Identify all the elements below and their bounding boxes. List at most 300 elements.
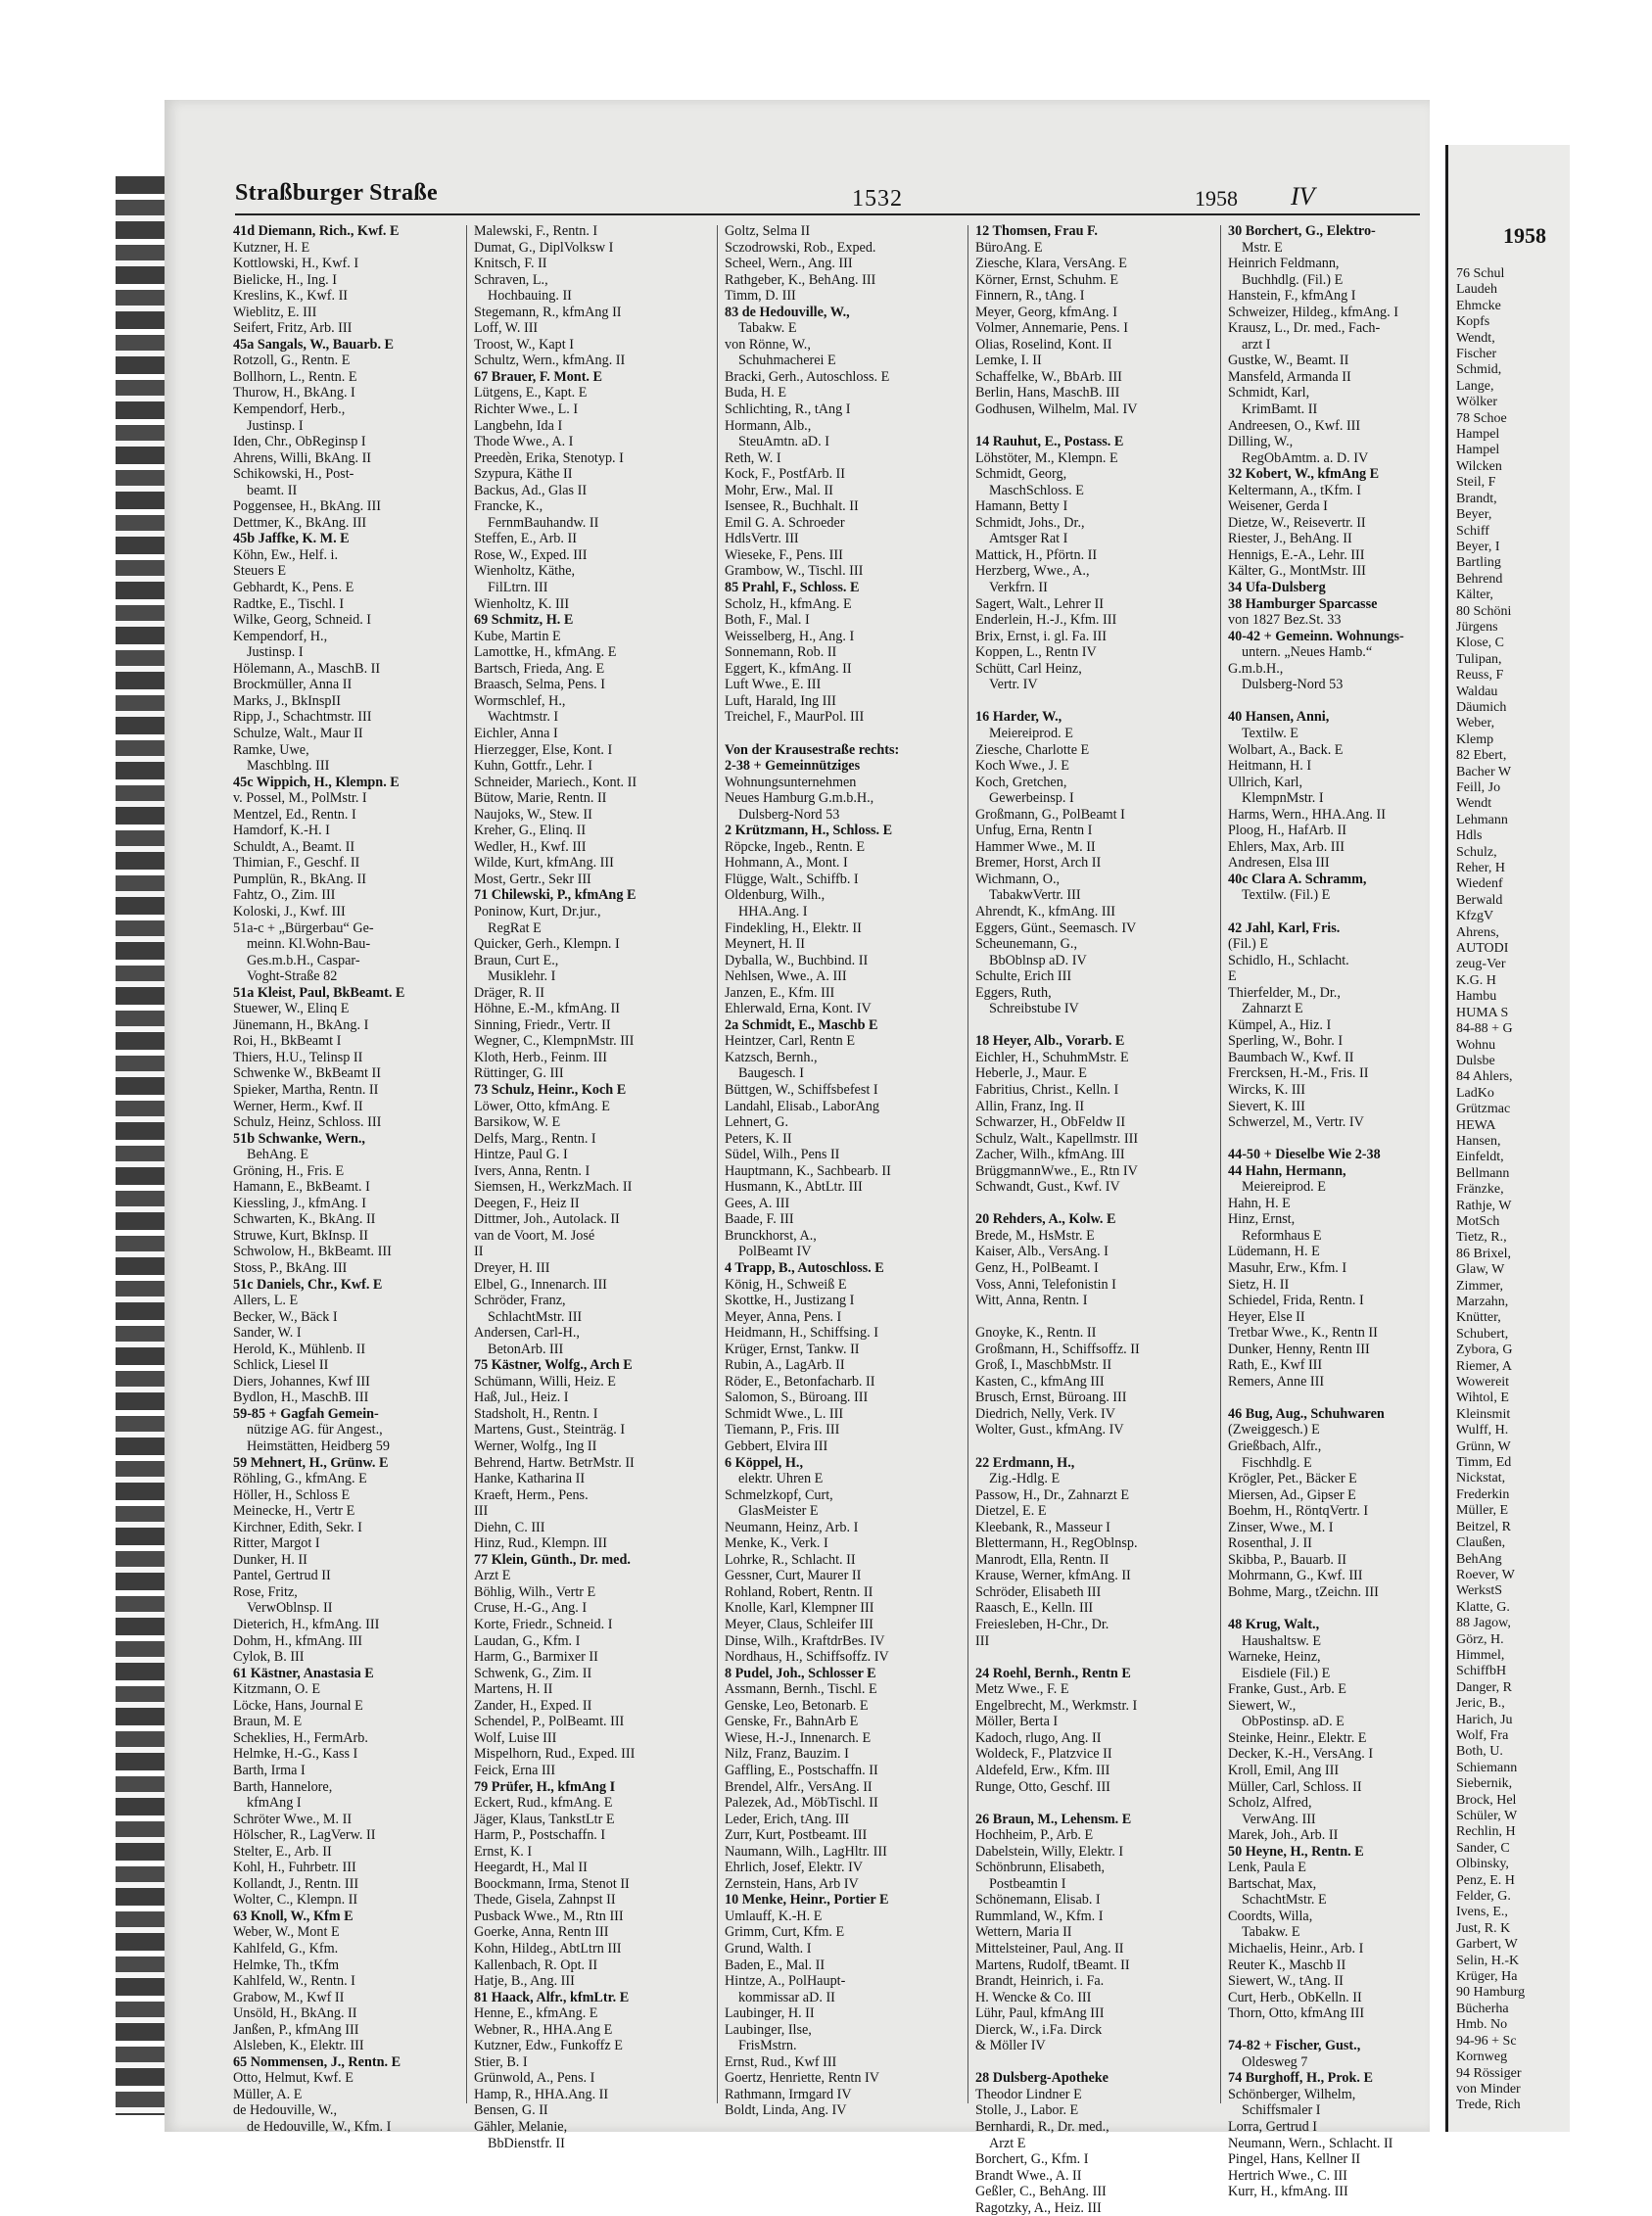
listing-entry: Lühr, Paul, kfmAng III	[975, 2005, 1105, 2022]
listing-entry: Bydlon, H., MaschB. III	[233, 1390, 369, 1406]
listing-entry: Brendel, Alfr., VersAng. II	[725, 1778, 873, 1795]
listing-entry: 46 Bug, Aug., Schuhwaren	[1228, 1405, 1385, 1422]
listing-entry: & Möller IV	[975, 2038, 1046, 2054]
listing-entry: Manrodt, Ella, Rentn. II	[975, 1551, 1109, 1568]
listing-entry: Struwe, Kurt, BkInsp. II	[233, 1227, 368, 1244]
listing-entry: Luft Wwe., E. III	[725, 677, 822, 693]
listing-entry: III	[975, 1632, 990, 1649]
listing-entry: Schreibstube IV	[989, 1001, 1079, 1017]
listing-entry: Mohr, Erw., Mal. II	[725, 482, 833, 498]
listing-entry: Iden, Chr., ObReginsp I	[233, 434, 366, 450]
listing-entry: Gaffling, E., Postschaffn. II	[725, 1762, 878, 1778]
adjacent-entry: Fränzke,	[1456, 1182, 1504, 1198]
listing-entry: Boldt, Linda, Ang. IV	[725, 2102, 847, 2119]
book-spine-edge	[116, 176, 166, 2115]
listing-entry: Hintze, A., PolHaupt-	[725, 1973, 846, 1990]
listing-entry: Hohmann, A., Mont. I	[725, 855, 848, 872]
listing-entry: 16 Harder, W.,	[975, 709, 1062, 726]
listing-entry: Unsöld, H., BkAng. II	[233, 2005, 357, 2022]
listing-entry: Hennigs, E.-A., Lehr. III	[1228, 546, 1365, 563]
listing-entry: Lamottke, H., kfmAng. E	[474, 644, 617, 661]
listing-entry: Timm, D. III	[725, 288, 796, 305]
listing-entry: Schaffelke, W., BbArb. III	[975, 368, 1122, 385]
adjacent-entry: Hampel	[1456, 443, 1500, 458]
adjacent-entry: Grützmac	[1456, 1102, 1511, 1117]
listing-entry: 59 Mehnert, H., Grünw. E	[233, 1454, 389, 1471]
listing-entry: Zander, H., Exped. II	[474, 1697, 592, 1714]
listing-entry: Braun, Curt E.,	[474, 952, 559, 968]
listing-entry: Gustke, W., Beamt. II	[1228, 353, 1349, 369]
listing-entry: Scheklies, H., FermArb.	[233, 1729, 368, 1746]
listing-entry: Schweizer, Hildeg., kfmAng. I	[1228, 304, 1398, 320]
listing-entry: Dumat, G., DiplVolksw I	[474, 239, 614, 256]
listing-entry: Curt, Herb., ObKelln. II	[1228, 1989, 1362, 2005]
adjacent-entry: Behrend	[1456, 571, 1503, 587]
listing-entry: Steinke, Heinr., Elektr. E	[1228, 1729, 1367, 1746]
listing-entry: Wolter, C., Klempn. II	[233, 1892, 358, 1909]
listing-entry: 40-42 + Gemeinn. Wohnungs-	[1228, 628, 1404, 644]
adjacent-entry: Garbert, W	[1456, 1937, 1518, 1953]
listing-entry: Martens, H. II	[474, 1681, 553, 1698]
listing-entry: Hanke, Katharina II	[474, 1471, 586, 1487]
listing-entry: 44-50 + Dieselbe Wie 2-38	[1228, 1147, 1381, 1163]
listing-entry: Großmann, H., Schiffsoffz. II	[975, 1341, 1140, 1357]
listing-entry: Rosenthal, J. II	[1228, 1535, 1312, 1552]
adjacent-entry: Lehmann	[1456, 812, 1508, 827]
listing-entry: Schwolow, H., BkBeamt. III	[233, 1244, 392, 1260]
adjacent-entry: Schiemann	[1456, 1760, 1518, 1775]
listing-entry: Schmidt, Karl,	[1228, 385, 1310, 401]
listing-entry: Gees, A. III	[725, 1195, 790, 1211]
listing-entry: SchlachtMstr. III	[488, 1308, 583, 1325]
adjacent-entry: Zybora, G	[1456, 1343, 1513, 1358]
listing-entry: Röhling, G., kfmAng. E	[233, 1471, 367, 1487]
listing-entry: 51b Schwanke, Wern.,	[233, 1130, 365, 1147]
listing-entry: Sonnemann, Rob. II	[725, 644, 837, 661]
adjacent-entry: Wulff, H.	[1456, 1423, 1509, 1438]
listing-entry: Schulte, Erich III	[975, 968, 1072, 985]
adjacent-entry: HUMA S	[1456, 1005, 1509, 1020]
adjacent-listing-column	[1456, 266, 1652, 2114]
listing-entry: Koloski, J., Kwf. III	[233, 903, 346, 919]
listing-entry: Grünwold, A., Pens. I	[474, 2070, 595, 2087]
adjacent-entry: Ivens, E.,	[1456, 1905, 1508, 1920]
adjacent-page	[1445, 145, 1570, 2132]
listing-entry: Barsikow, W. E	[474, 1114, 561, 1131]
listing-entry: Dilling, W.,	[1228, 434, 1294, 450]
adjacent-entry: Wiedenf	[1456, 876, 1503, 892]
listing-entry: 65 Nommensen, J., Rentn. E	[233, 2053, 401, 2070]
listing-entry: Rubin, A., LagArb. II	[725, 1357, 845, 1374]
listing-entry: Runge, Otto, Geschf. III	[975, 1778, 1110, 1795]
listing-entry: Kohl, H., Fuhrbetr. III	[233, 1860, 356, 1876]
listing-entry: 51a Kleist, Paul, BkBeamt. E	[233, 984, 405, 1001]
adjacent-entry: Berwald	[1456, 892, 1503, 908]
blank-line	[975, 1017, 1206, 1034]
listing-entry: Thierfelder, M., Dr.,	[1228, 984, 1341, 1001]
listing-entry: Salomon, S., Büroang. III	[725, 1390, 869, 1406]
listing-entry: Hormann, Alb.,	[725, 417, 812, 434]
listing-entry: Stoss, P., BkAng. III	[233, 1260, 348, 1276]
listing-entry: Schwenk, G., Zim. II	[474, 1665, 592, 1681]
listing-entry: Meiereiprod. E	[1242, 1179, 1326, 1196]
listing-entry: 63 Knoll, W., Kfm E	[233, 1908, 354, 1924]
directory-page	[165, 100, 1430, 2216]
listing-entry: Wegner, C., KlempnMstr. III	[474, 1033, 635, 1050]
listing-entry: Coordts, Willa,	[1228, 1908, 1313, 1924]
listing-entry: Dyballa, W., Buchbind. II	[725, 952, 869, 968]
volume-label: IV	[1291, 182, 1315, 211]
listing-entry: Kloth, Herb., Feinm. III	[474, 1049, 607, 1065]
listing-entry: Brusch, Ernst, Büroang. III	[975, 1390, 1127, 1406]
blank-line	[1228, 1600, 1428, 1617]
adjacent-entry: Both, U.	[1456, 1744, 1503, 1760]
listing-entry: Pingel, Hans, Kellner II	[1228, 2151, 1361, 2168]
blank-line	[1228, 1390, 1428, 1406]
listing-entry: Hamdorf, K.-H. I	[233, 823, 330, 839]
listing-entry: TabakwVertr. III	[989, 887, 1081, 904]
listing-entry: Webner, R., HHA.Ang E	[474, 2021, 613, 2038]
listing-entry: Baden, E., Mal. II	[725, 1957, 826, 1973]
listing-entry: Büttgen, W., Schiffsbefest I	[725, 1081, 878, 1098]
listing-entry: 18 Heyer, Alb., Vorarb. E	[975, 1033, 1125, 1050]
listing-entry: Großmann, G., PolBeamt I	[975, 806, 1125, 823]
listing-entry: Loff, W. III	[474, 320, 539, 337]
listing-entry: 24 Roehl, Bernh., Rentn E	[975, 1665, 1131, 1681]
listing-entry: Baugesch. I	[738, 1065, 804, 1082]
listing-entry: Wilke, Georg, Schneid. I	[233, 612, 372, 629]
listing-entry: Aldefeld, Erw., Kfm. III	[975, 1762, 1110, 1778]
listing-entry: 45c Wippich, H., Klempn. E	[233, 774, 400, 790]
listing-entry: Harms, Wern., HHA.Ang. II	[1228, 806, 1386, 823]
adjacent-entry: Hansen,	[1456, 1133, 1501, 1149]
listing-entry: kfmAng I	[247, 1795, 302, 1812]
listing-entry: Sczodrowski, Rob., Exped.	[725, 239, 876, 256]
listing-entry: Preedèn, Erika, Stenotyp. I	[474, 449, 624, 466]
listing-entry: Hinz, Ernst,	[1228, 1211, 1296, 1228]
listing-entry: Löhstöter, M., Klempn. E	[975, 449, 1118, 466]
listing-entry: Röder, E., Betonfacharb. II	[725, 1373, 875, 1390]
listing-entry: Gebhardt, K., Pens. E	[233, 580, 354, 596]
adjacent-entry: Kopfs	[1456, 314, 1490, 330]
listing-entry: Schröder, Franz,	[474, 1293, 566, 1309]
adjacent-entry: Olbinsky,	[1456, 1857, 1509, 1872]
listing-entry: Amtsger Rat I	[989, 531, 1068, 547]
listing-entry: 71 Chilewski, P., kfmAng E	[474, 887, 637, 904]
listing-entry: elektr. Uhren E	[738, 1471, 824, 1487]
listing-entry: Hertrich Wwe., C. III	[1228, 2167, 1347, 2184]
listing-entry: Kreher, G., Elinq. II	[474, 823, 587, 839]
adjacent-entry: Roever, W	[1456, 1567, 1515, 1582]
listing-entry: Scholz, Alfred,	[1228, 1795, 1312, 1812]
listing-entry: Bartschat, Max,	[1228, 1875, 1317, 1892]
listing-entry: Ernst, Rud., Kwf III	[725, 2053, 837, 2070]
listing-entry: Koch, Gretchen,	[975, 774, 1067, 790]
listing-entry: Dunker, Henny, Rentn III	[1228, 1341, 1370, 1357]
adjacent-entry: Waldau	[1456, 684, 1498, 699]
listing-entry: kommissar aD. II	[738, 1989, 835, 2005]
listing-entry: Sagert, Walt., Lehrer II	[975, 595, 1104, 612]
listing-entry: Andreesen, O., Kwf. III	[1228, 417, 1361, 434]
adjacent-entry: Schubert,	[1456, 1326, 1509, 1342]
listing-entry: Woldeck, F., Platzvice II	[975, 1746, 1112, 1763]
listing-entry: Decker, K.-H., VersAng. I	[1228, 1746, 1374, 1763]
listing-entry: Krüger, Ernst, Tankw. II	[725, 1341, 860, 1357]
page-header	[235, 170, 1420, 215]
listing-entry: Kahlfeld, W., Rentn. I	[233, 1973, 355, 1990]
listing-entry: Wolbart, A., Back. E	[1228, 741, 1344, 758]
listing-entry: 69 Schmitz, H. E	[474, 612, 574, 629]
listing-entry: Justinsp. I	[247, 644, 304, 661]
listing-entry: SteuAmtn. aD. I	[738, 434, 829, 450]
listing-entry: Schmelzkopf, Curt,	[725, 1486, 833, 1503]
listing-entry: E	[1228, 968, 1237, 985]
listing-entry: Lorra, Gertrud I	[1228, 2118, 1317, 2135]
adjacent-entry: Wohnu	[1456, 1037, 1496, 1053]
listing-entry: Umlauff, K.-H. E	[725, 1908, 823, 1924]
listing-entry: Lenk, Paula E	[1228, 1860, 1306, 1876]
listing-entry: Wilde, Kurt, kfmAng. III	[474, 855, 614, 872]
listing-entry: Dierck, W., i.Fa. Dirck	[975, 2021, 1103, 2038]
listing-entry: Becker, W., Bäck I	[233, 1308, 338, 1325]
listing-entry: Leder, Erich, tAng. III	[725, 1811, 850, 1827]
listing-entry: Scheel, Wern., Ang. III	[725, 256, 853, 272]
listing-entry: Wachtmstr. I	[488, 709, 559, 726]
listing-entry: Mispelhorn, Rud., Exped. III	[474, 1746, 636, 1763]
listing-entry: 48 Krug, Walt.,	[1228, 1617, 1320, 1633]
listing-entry: Siewert, W., tAng. II	[1228, 1973, 1344, 1990]
listing-entry: Wormschlef, H.,	[474, 692, 566, 709]
listing-entry: Schwerzel, M., Vertr. IV	[1228, 1114, 1364, 1131]
listing-entry: Textilw. E	[1242, 725, 1298, 741]
listing-entry: Bracki, Gerh., Autoschloss. E	[725, 368, 890, 385]
listing-entry: 74-82 + Fischer, Gust.,	[1228, 2038, 1361, 2054]
listing-entry: Korte, Friedr., Schneid. I	[474, 1617, 613, 1633]
listing-entry: Theodor Lindner E	[975, 2086, 1082, 2102]
listing-entry: Backus, Ad., Glas II	[474, 482, 588, 498]
listing-entry: Unfug, Erna, Rentn I	[975, 823, 1093, 839]
listing-entry: Kempendorf, Herb.,	[233, 401, 346, 418]
listing-entry: Husmann, K., AbtLtr. III	[725, 1179, 863, 1196]
listing-column-4	[975, 223, 1206, 2216]
listing-entry: 2a Schmidt, E., Maschb E	[725, 1016, 878, 1033]
adjacent-entry: Hmb. No	[1456, 2017, 1508, 2033]
listing-entry: 42 Jahl, Karl, Fris.	[1228, 919, 1341, 936]
listing-entry: Ullrich, Karl,	[1228, 774, 1303, 790]
listing-entry: Tabakw. E	[738, 320, 797, 337]
adjacent-entry: 82 Ebert,	[1456, 748, 1507, 764]
listing-entry: Neues Hamburg G.m.b.H.,	[725, 790, 874, 807]
listing-entry: Mattick, H., Pförtn. II	[975, 546, 1098, 563]
listing-entry: Harm, P., Postschaffn. I	[474, 1827, 606, 1844]
adjacent-entry: 84 Ahlers,	[1456, 1069, 1513, 1085]
listing-entry: 51c Daniels, Chr., Kwf. E	[233, 1276, 383, 1293]
adjacent-entry: Wendt,	[1456, 330, 1495, 346]
adjacent-entry: Weber,	[1456, 716, 1495, 731]
listing-entry: Rohland, Robert, Rentn. II	[725, 1583, 873, 1600]
listing-entry: Francke, K.,	[474, 498, 543, 515]
listing-entry: Knitsch, F. II	[474, 256, 547, 272]
listing-entry: 20 Rehders, A., Kolw. E	[975, 1211, 1116, 1228]
listing-entry: Dietze, W., Reisevertr. II	[1228, 514, 1366, 531]
listing-entry: Wienholtz, K. III	[474, 595, 570, 612]
listing-entry: Kreslins, K., Kwf. II	[233, 288, 349, 305]
listing-entry: Diedrich, Nelly, Verk. IV	[975, 1405, 1116, 1422]
adjacent-entry: Harich, Ju	[1456, 1712, 1513, 1727]
listing-entry: Janßen, P., kfmAng III	[233, 2021, 359, 2038]
listing-entry: Dräger, R. II	[474, 984, 544, 1001]
listing-entry: Eggert, K., kfmAng. II	[725, 660, 852, 677]
adjacent-entry: Däumich	[1456, 699, 1507, 715]
adjacent-entry: HEWA	[1456, 1117, 1496, 1133]
listing-entry: Maschblng. III	[247, 758, 330, 775]
listing-entry: PolBeamt IV	[738, 1244, 812, 1260]
listing-entry: Lemke, I. II	[975, 353, 1042, 369]
listing-entry: Goertz, Henriette, Rentn IV	[725, 2070, 879, 2087]
listing-entry: Radtke, E., Tischl. I	[233, 595, 345, 612]
listing-entry: SchachtMstr. E	[1242, 1892, 1327, 1909]
listing-entry: Schwarten, K., BkAng. II	[233, 1211, 376, 1228]
listing-entry: arzt I	[1242, 336, 1271, 353]
adjacent-entry: Kälter,	[1456, 588, 1493, 603]
listing-entry: Wohnungsunternehmen	[725, 774, 857, 790]
listing-entry: Kraeft, Herm., Pens.	[474, 1486, 589, 1503]
listing-entry: Postbeamtin I	[989, 1875, 1066, 1892]
listing-entry: 8 Pudel, Joh., Schlosser E	[725, 1665, 876, 1681]
listing-entry: Müller, Carl, Schloss. II	[1228, 1778, 1362, 1795]
listing-entry: Dittmer, Joh., Autolack. II	[474, 1211, 620, 1228]
listing-entry: Thede, Gisela, Zahnpst II	[474, 1892, 616, 1909]
listing-entry: Haushaltsw. E	[1242, 1632, 1322, 1649]
listing-entry: Finnern, R., tAng. I	[975, 288, 1085, 305]
listing-entry: 30 Borchert, G., Elektro-	[1228, 223, 1376, 239]
listing-entry: Schröder, Elisabeth III	[975, 1583, 1102, 1600]
adjacent-entry: K.G. H	[1456, 972, 1496, 988]
listing-entry: Schulz, Walt., Kapellmstr. III	[975, 1130, 1139, 1147]
listing-entry: Rath, E., Kwf III	[1228, 1357, 1323, 1374]
listing-entry: Kadoch, rlugo, Ang. II	[975, 1729, 1102, 1746]
listing-entry: Von der Krausestraße rechts:	[725, 741, 900, 758]
listing-entry: Kahlfeld, G., Kfm.	[233, 1940, 339, 1957]
listing-entry: Janzen, E., Kfm. III	[725, 984, 835, 1001]
listing-entry: Bernhardi, R., Dr. med.,	[975, 2118, 1109, 2135]
listing-entry: Naujoks, W., Stew. II	[474, 806, 592, 823]
listing-entry: 26 Braun, M., Lehensm. E	[975, 1811, 1132, 1827]
listing-entry: Bremer, Horst, Arch II	[975, 855, 1102, 872]
listing-column-2	[474, 223, 701, 2151]
adjacent-entry: 88 Jagow,	[1456, 1616, 1511, 1631]
listing-entry: RegObAmtm. a. D. IV	[1242, 449, 1369, 466]
listing-entry: Helmke, Th., tKfm	[233, 1957, 340, 1973]
adjacent-entry: LadKo	[1456, 1085, 1494, 1101]
listing-entry: von 1827 Bez.St. 33	[1228, 612, 1342, 629]
listing-entry: Braasch, Selma, Pens. I	[474, 677, 605, 693]
listing-entry: Kaiser, Alb., VersAng. I	[975, 1244, 1109, 1260]
listing-entry: 40c Clara A. Schramm,	[1228, 871, 1367, 887]
adjacent-entry: Sander, C	[1456, 1840, 1510, 1856]
listing-entry: Eggers, Ruth,	[975, 984, 1052, 1001]
listing-entry: Bütow, Marie, Rentn. II	[474, 790, 607, 807]
listing-entry: Weisener, Gerda I	[1228, 498, 1328, 515]
listing-entry: Malewski, F., Rentn. I	[474, 223, 598, 239]
listing-entry: Zacher, Wilh., kfmAng. III	[975, 1147, 1125, 1163]
listing-entry: GlasMeister E	[738, 1503, 819, 1520]
listing-entry: 41d Diemann, Rich., Kwf. E	[233, 223, 400, 239]
listing-entry: II	[474, 1244, 484, 1260]
adjacent-entry: Klatte, G.	[1456, 1599, 1510, 1615]
listing-entry: Hauptmann, K., Sachbearb. II	[725, 1162, 891, 1179]
listing-entry: FernmBauhandw. II	[488, 514, 599, 531]
column-rule	[466, 225, 467, 2103]
listing-entry: Schwenke W., BkBeamt II	[233, 1065, 381, 1082]
adjacent-entry: Riemer, A	[1456, 1358, 1512, 1374]
listing-entry: 74 Burghoff, H., Prok. E	[1228, 2070, 1373, 2087]
adjacent-entry: Nickstat,	[1456, 1471, 1506, 1486]
listing-entry: Schönemann, Elisab. I	[975, 1892, 1101, 1909]
adjacent-entry: Timm, Ed	[1456, 1455, 1512, 1471]
adjacent-entry: 78 Schoe	[1456, 410, 1507, 426]
adjacent-entry: Grünn, W	[1456, 1438, 1511, 1454]
adjacent-entry: Bücherha	[1456, 2001, 1509, 2016]
listing-entry: Hanstein, F., kfmAng I	[1228, 288, 1356, 305]
adjacent-entry: Brandt,	[1456, 491, 1497, 506]
adjacent-entry: Knütter,	[1456, 1310, 1501, 1326]
listing-entry: 50 Heyne, H., Rentn. E	[1228, 1843, 1364, 1860]
adjacent-entry: BehAng	[1456, 1551, 1502, 1567]
listing-entry: H. Wencke & Co. III	[975, 1989, 1092, 2005]
listing-entry: Brix, Ernst, i. gl. Fa. III	[975, 628, 1107, 644]
listing-entry: 12 Thomsen, Frau F.	[975, 223, 1098, 239]
listing-entry: Baumbach W., Kwf. II	[1228, 1049, 1354, 1065]
listing-entry: Körner, Ernst, Schuhm. E	[975, 271, 1119, 288]
listing-entry: Sperling, W., Bohr. I	[1228, 1033, 1344, 1050]
listing-column-1	[233, 223, 452, 2135]
listing-entry: Laudan, G., Kfm. I	[474, 1632, 581, 1649]
listing-entry: BehAng. E	[247, 1147, 309, 1163]
listing-entry: Schneider, Mariech., Kont. II	[474, 774, 637, 790]
listing-entry: Thode Wwe., A. I	[474, 434, 574, 450]
listing-entry: Stier, B. I	[474, 2053, 528, 2070]
listing-entry: Witt, Anna, Rentn. I	[975, 1293, 1088, 1309]
listing-entry: Kasten, C., kfmAng III	[975, 1373, 1105, 1390]
listing-entry: Laubinger, Ilse,	[725, 2021, 812, 2038]
listing-entry: Brandt, Heinrich, i. Fa.	[975, 1973, 1105, 1990]
listing-entry: 38 Hamburger Sparcasse	[1228, 595, 1378, 612]
listing-entry: Heitmann, H. I	[1228, 758, 1312, 775]
listing-entry: BüroAng. E	[975, 239, 1043, 256]
listing-entry: Höller, H., Schloss E	[233, 1486, 351, 1503]
listing-entry: (Zweiggesch.) E	[1228, 1422, 1320, 1438]
listing-entry: Kutzner, Edw., Funkoffz E	[474, 2038, 623, 2054]
listing-entry: Poggensee, H., BkAng. III	[233, 498, 381, 515]
listing-entry: Feick, Erna III	[474, 1762, 556, 1778]
listing-entry: Eisdiele (Fil.) E	[1242, 1665, 1331, 1681]
listing-entry: Bartsch, Frieda, Ang. E	[474, 660, 605, 677]
listing-entry: Wichmann, O.,	[975, 871, 1061, 887]
listing-entry: de Hedouville, W., Kfm. I	[247, 2118, 392, 2135]
listing-entry: Schröter Wwe., M. II	[233, 1811, 353, 1827]
listing-entry: Mansfeld, Armanda II	[1228, 368, 1351, 385]
listing-entry: Hochheim, P., Arb. E	[975, 1827, 1094, 1844]
listing-entry: Barth, Hannelore,	[233, 1778, 333, 1795]
listing-entry: Findekling, H., Elektr. II	[725, 919, 862, 936]
listing-entry: Hamp, R., HHA.Ang. II	[474, 2086, 609, 2102]
listing-entry: Meynert, H. II	[725, 936, 805, 953]
listing-entry: Scheunemann, G.,	[975, 936, 1078, 953]
listing-entry: Schulze, Walt., Maur II	[233, 725, 363, 741]
listing-entry: Wienholtz, Käthe,	[474, 563, 576, 580]
listing-entry: 77 Klein, Günth., Dr. med.	[474, 1551, 631, 1568]
